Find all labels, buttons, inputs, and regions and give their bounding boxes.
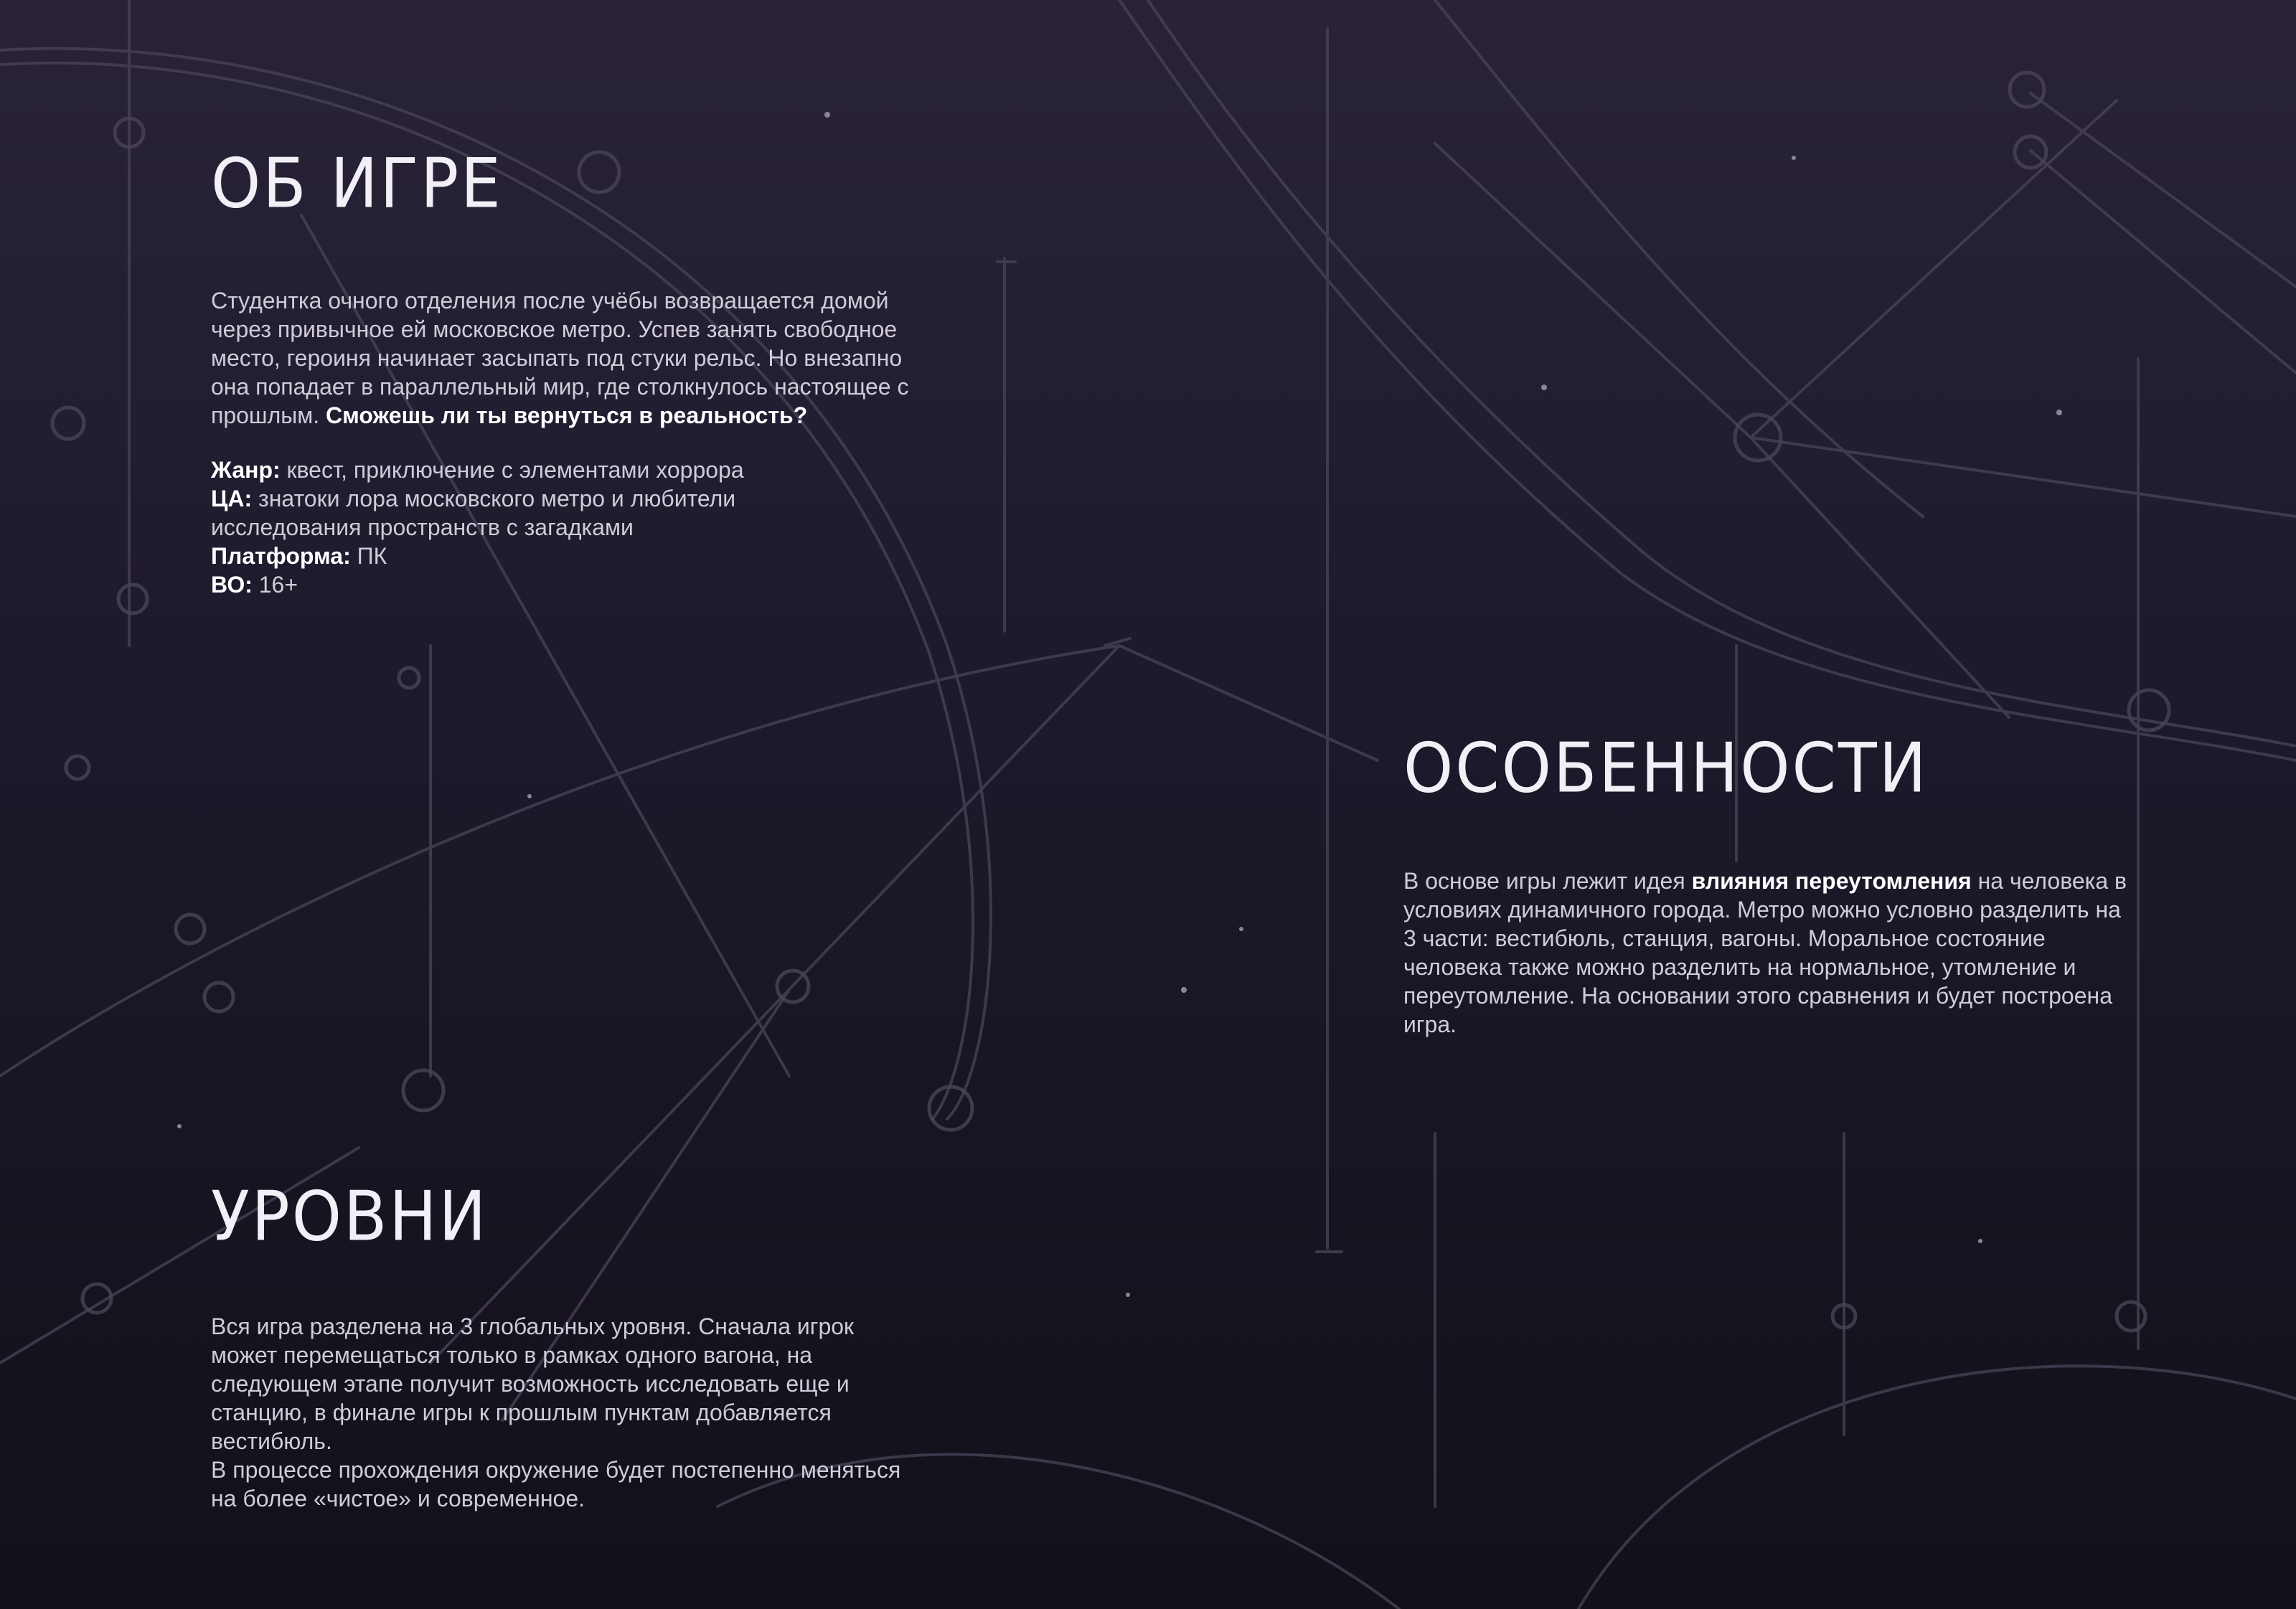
about-section	[211, 143, 928, 599]
features-text-bold: влияния переутомления	[1691, 868, 1972, 894]
audience-row	[211, 484, 835, 542]
platform-label: Платформа:	[211, 543, 351, 569]
genre-label: Жанр:	[211, 457, 281, 483]
genre-row	[211, 456, 928, 484]
about-intro-text: Студентка очного отделения после учёбы возвращается домой через привычное ей московское метро. Успев занять свободное место, героиня начинает засыпать под стуки рельс. Но внезапно она попадает в параллельный мир, где столкнулось настоящее с прошлым.	[211, 288, 909, 428]
features-section	[1403, 728, 2142, 1039]
audience-value: знатоки лора московского метро и любители исследования пространств с загадками	[211, 486, 736, 540]
levels-text-1: Вся игра разделена на 3 глобальных уровня. Сначала игрок может перемещаться только в рамках одного вагона, на следующем этапе получит возможность исследовать еще и станцию, в финале игры к прошлым пунктам добавляется вестибюль.	[211, 1313, 855, 1454]
levels-title: УРОВНИ	[211, 1176, 489, 1257]
features-text	[1403, 867, 2128, 1039]
genre-value: квест, приключение с элементами хоррора	[286, 457, 744, 483]
features-text-after: на человека в условиях динамичного города. Метро можно условно разделить на 3 части: вестибюль, станция, вагоны. Моральное состояние человека также можно разделить на нормальное, утомление и переутомление. На основании этого сравнения и будет построена игра.	[1403, 868, 2127, 1037]
age-label: ВО:	[211, 572, 253, 598]
platform-row	[211, 542, 928, 570]
features-text-before: В основе игры лежит идея	[1403, 868, 1685, 894]
levels-text-2: В процессе прохождения окружение будет постепенно меняться на более «чистое» и современное.	[211, 1457, 901, 1511]
about-intro	[211, 286, 926, 430]
age-row	[211, 570, 928, 599]
about-title: ОБ ИГРЕ	[211, 143, 503, 224]
audience-label: ЦА:	[211, 486, 253, 511]
platform-value: ПК	[357, 543, 387, 569]
levels-section	[211, 1176, 928, 1513]
features-title: ОСОБЕННОСТИ	[1403, 728, 1929, 808]
age-value: 16+	[258, 572, 298, 598]
about-intro-question: Сможешь ли ты вернуться в реальность?	[326, 402, 808, 428]
about-meta	[211, 456, 928, 599]
